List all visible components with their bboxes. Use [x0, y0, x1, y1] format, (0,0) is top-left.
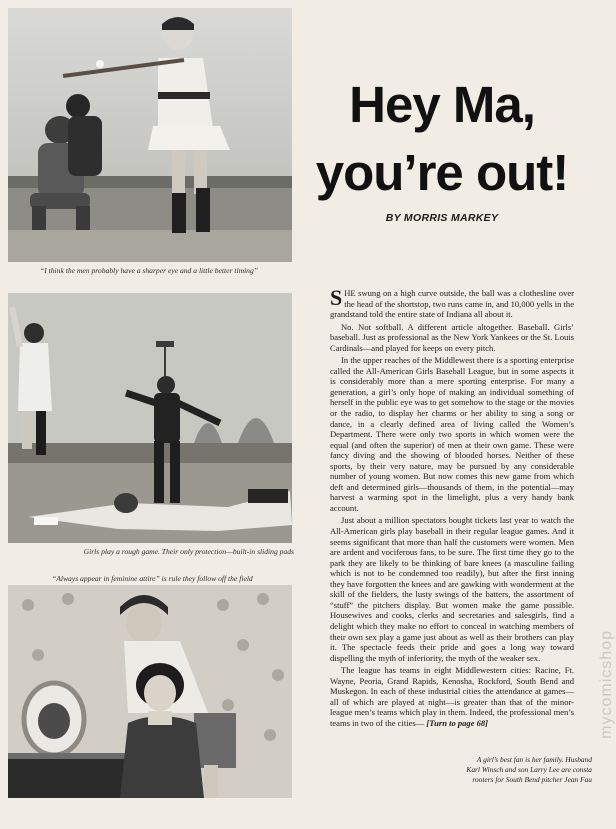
caption-line: Karl Winsch and son Larry Lee are consta	[466, 765, 592, 775]
headline-line-1: Hey Ma,	[349, 76, 535, 133]
caption-middle-photo: Girls play a rough game. Their only protection—built-in sliding pads	[83, 547, 294, 556]
caption-line: A girl’s best fan is her family. Husband	[476, 755, 592, 764]
article-paragraph-1: SHE swung on a high curve outside, the ball was a clothesline over the head of the shortstop, two runs came in, and 10,000 yells in the grandstand told the entire state of Indiana all about it.	[330, 285, 574, 320]
article-paragraph-3: In the upper reaches of the Middlewest there is a sporting enterprise called the All-American Girls Baseball League, but in some aspects it is considerably more than a mere sporting enterprise. For many a generation, a girl’s only hope of making an individual something of herself in the public eye was to get somehow to the stage or the movies or the radio, to display her charms or her ability to sing a song or dance, in a clearly defined area of living called the Women’s Department. There were only two sports in which women were the equal (and often the superior) of men at their own game. These were fancy diving and the showing of blooded horses. Neither of these sports, by their very nature, may be pursued by any considerable number of young women. But now comes this new game from which deft and determined girls—thousands of them, in the potential—may harvest a warming spot in the limelight, plus a very handy bank account.	[330, 355, 574, 513]
byline: BY MORRIS MARKEY	[385, 212, 499, 224]
article-paragraph-2: No. Not softball. A different article altogether. Baseball. Girls’ baseball. Just as professional as the New York Yankees or the St. Louis Cardinals—and played for keeps on every pitch.	[330, 321, 574, 353]
article-paragraph-5: The league has teams in eight Middlewestern cities: Racine, Ft. Wayne, Peoria, Grand Rapids, Kenosha, Rockford, South Bend and Muskegon. In each of these industrial cities the attendance at games—all of which are played at night—is greater than that of the minor-league men’s teams which play in them. Indeed, the professional men’s teams in two of the cities— [Turn to page 68]	[330, 665, 574, 728]
caption-lower-photo: “Always appear in feminine attire” is rule they follow off the field	[52, 574, 253, 583]
caption-bottom-right	[416, 755, 592, 786]
turn-to-page-link[interactable]: [Turn to page 68]	[426, 717, 489, 728]
caption-line: rooters for South Bend pitcher Jean Fau	[472, 775, 592, 785]
photo-hair-styling	[8, 585, 292, 798]
photo-slide-into-base	[8, 293, 292, 543]
drop-cap: S	[330, 285, 343, 310]
article-body	[330, 285, 574, 730]
article-paragraph-4: Just about a million spectators bought tickets last year to watch the All-American girls play baseball in their regular league games. And it seems significant that more than half the customers were women. Men are ardent and vociferous fans, to be sure. The first time they go to the park they are likely to be thinking of bare knees (a masculine failing which is not to be condemned too readily), but after the first inning they have forgotten the knees and are gawking with wonderment at the skill of the fielders, the lusty swings of the batters, the assortment of “stuff” the pitchers display. But women make the game possible. Housewives and cooks, clerks and secretaries and salesgirls, find a delight which they make no effort to conceal in watching members of their own sex play a game just about as well as their brothers can play it. The spectacle feeds their pride and goes a long way toward dispelling the myth of inferiority, the myth of the weaker sex.	[330, 515, 574, 663]
caption-top-photo: “I think the men probably have a sharper eye and a little better timing”	[40, 266, 259, 275]
photo-batter-swinging	[8, 8, 292, 262]
watermark: mycomicshop	[598, 630, 615, 739]
headline-line-2: you’re out!	[315, 144, 569, 201]
